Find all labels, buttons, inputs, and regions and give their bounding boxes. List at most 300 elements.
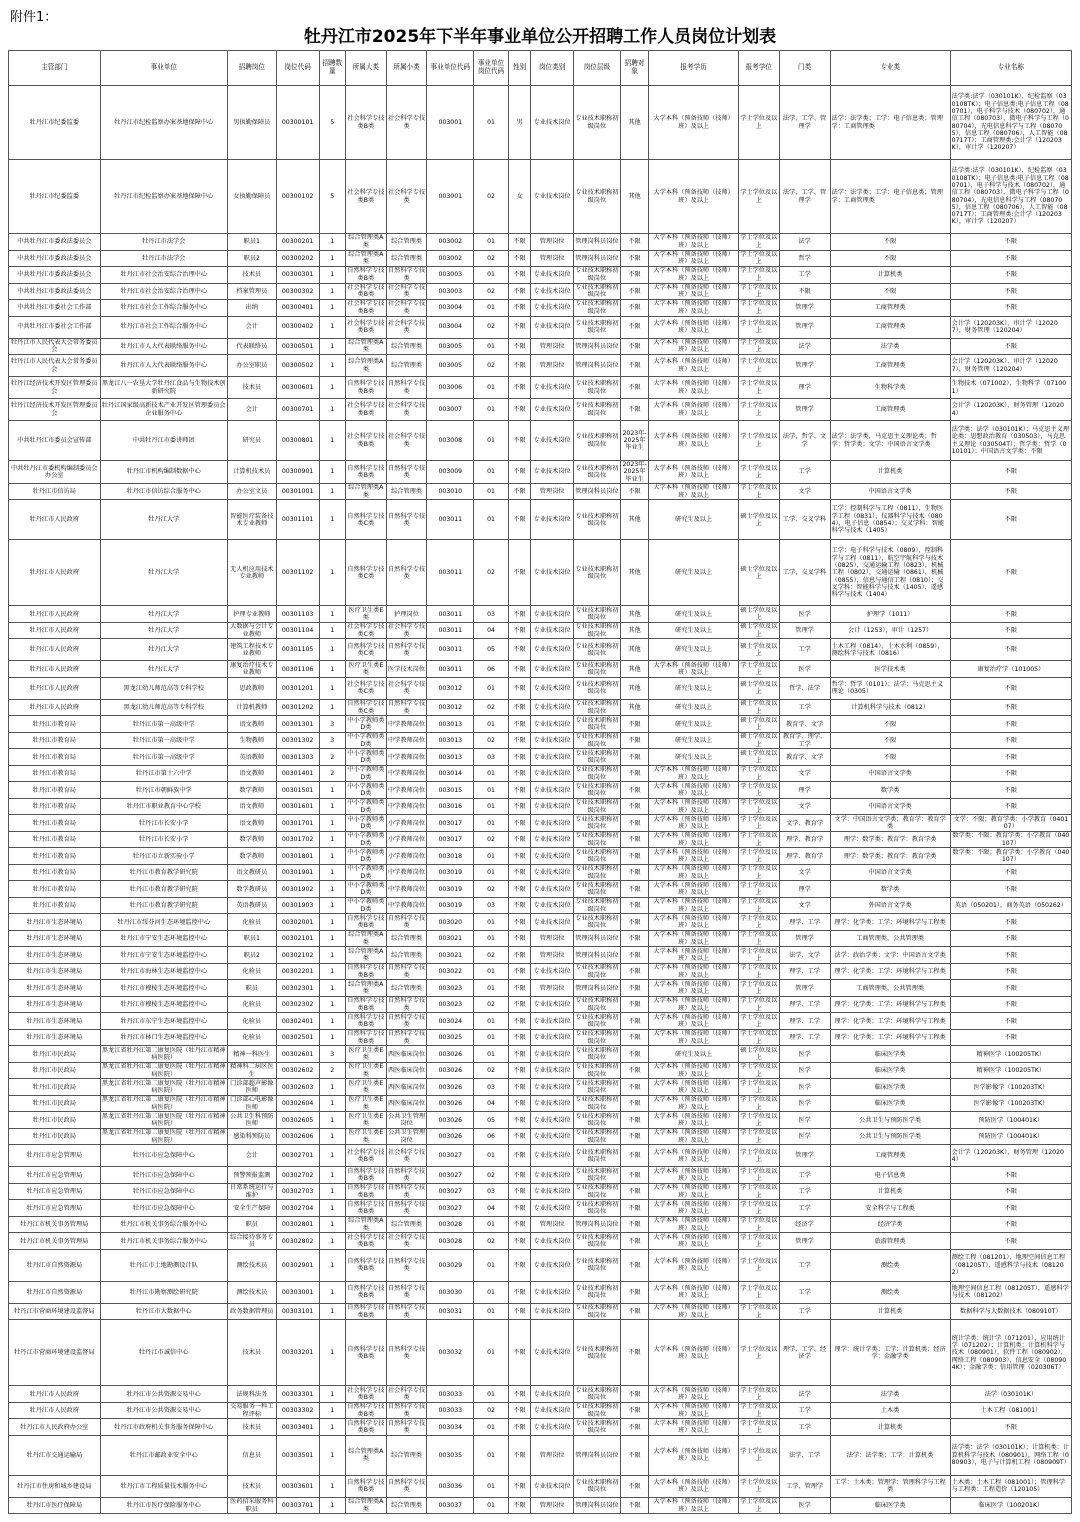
cell-count: 1: [319, 661, 345, 678]
cell-target: 不限: [620, 1029, 649, 1046]
cell-education: 大学本科（预备技师（技师）班）及以上: [649, 355, 739, 377]
table-row: [9, 996, 1072, 1013]
cell-post-code: 00301201: [276, 677, 319, 699]
cell-category: 自然科学专技类B类: [347, 1030, 385, 1045]
cell-dept: 中共牡丹江市委政法委员会: [9, 267, 101, 284]
cell-count: 1: [319, 963, 345, 980]
cell-post-level: 专业技术职称初级岗位: [573, 377, 620, 399]
cell-discipline: 理学、工学: [779, 996, 830, 1013]
cell-post-type: 专业技术岗位: [531, 716, 574, 733]
table-row: [9, 980, 1072, 997]
cell-unit: 牡丹江市公共资源交易中心: [100, 1402, 227, 1419]
cell-unit-code: 003006: [427, 377, 474, 399]
cell-education: 大学本科（预备技师（技师）班）及以上: [649, 980, 739, 997]
cell-unit-post-code: 02: [474, 881, 509, 898]
table-row: [9, 1419, 1072, 1436]
cell-target: 2023年-2025年毕业生: [620, 461, 649, 484]
cell-major-name: 不限: [950, 732, 1071, 749]
cell-post-type: 专业技术岗位: [531, 1013, 574, 1030]
cell-post: 语文教研员: [227, 864, 276, 881]
cell-post: 技术员: [227, 267, 276, 284]
cell-count: 1: [319, 699, 345, 716]
cell-category: 医疗卫生类E类: [345, 1095, 386, 1112]
cell-unit-post-code: 01: [474, 1013, 509, 1030]
cell-education: 大学本科（预备技师（技师）班）及以上: [649, 250, 739, 267]
cell-target: 其他: [620, 86, 649, 160]
cell-gender: 不限: [508, 914, 530, 931]
cell-unit-code: 003030: [427, 1281, 474, 1303]
cell-post-level: 专业技术职称初级岗位: [575, 733, 619, 748]
cell-count: 1: [319, 1145, 345, 1167]
cell-dept: 牡丹江市应急管理局: [9, 1167, 101, 1184]
cell-degree: 学士学位及以上: [738, 86, 779, 160]
cell-post: 测绘技术员: [227, 1249, 276, 1281]
cell-subcategory: 中学教师岗位: [386, 864, 427, 881]
cell-degree: 学士学位及以上: [740, 914, 778, 930]
cell-unit: 中共牡丹江市委讲师团: [100, 421, 227, 461]
cell-subcategory: 社会科学专技类: [387, 1386, 426, 1402]
cell-subcategory: 自然科学专技类: [387, 997, 426, 1012]
cell-major-name: 不限: [950, 622, 1071, 639]
table-row: [9, 1095, 1072, 1112]
cell-degree: 学士学位及以上: [738, 1281, 779, 1303]
cell-major-name: 会计学（120203K），财务管理（120204）: [950, 399, 1071, 421]
cell-degree: 学士学位及以上: [740, 865, 778, 880]
cell-post-code: 00301102: [276, 540, 319, 606]
cell-post-code: 00302301: [276, 980, 319, 997]
cell-unit: 牡丹江市机关事务综合服务中心: [100, 1216, 227, 1233]
cell-degree: 学士学位及以上: [738, 1320, 779, 1386]
header-subcategory: 所属小类: [386, 51, 427, 86]
cell-target: 不限: [620, 1046, 649, 1063]
cell-degree: 学士学位及以上: [738, 421, 779, 461]
cell-target: 不限: [620, 732, 649, 749]
cell-target: 不限: [620, 963, 649, 980]
cell-subcategory: 自然科学专技类: [386, 461, 427, 484]
cell-education: 大学本科（预备技师（技师）班）及以上: [649, 782, 739, 799]
cell-dept: 牡丹江市教育局: [9, 897, 101, 914]
cell-dept: 牡丹江市人民政府: [9, 699, 101, 716]
cell-post: 化验员: [227, 996, 276, 1013]
cell-target: 不限: [620, 1475, 649, 1497]
cell-target: 不限: [620, 782, 649, 799]
table-row: [9, 732, 1072, 749]
cell-count: 2: [319, 765, 345, 782]
cell-post-type: 专业技术岗位: [531, 316, 574, 338]
cell-post: 安全生产保障: [227, 1200, 276, 1217]
cell-unit-post-code: 01: [474, 377, 509, 399]
cell-unit-post-code: 01: [474, 399, 509, 421]
table-row: [9, 677, 1072, 699]
cell-degree: 学士学位及以上: [738, 1249, 779, 1281]
cell-major-class: 法学：法学类；工学：计算机类: [830, 1435, 950, 1475]
cell-count: 1: [319, 1013, 345, 1030]
cell-unit-post-code: 01: [474, 338, 509, 355]
cell-target: 不限: [620, 1233, 649, 1250]
cell-count: 1: [319, 1419, 345, 1436]
cell-unit-code: 003034: [427, 1419, 474, 1436]
cell-target: 不限: [620, 1013, 649, 1030]
cell-discipline: 管理学: [779, 355, 830, 377]
cell-unit-code: 003003: [427, 283, 474, 300]
table-row: [9, 1029, 1072, 1046]
cell-post: 信息员: [227, 1435, 276, 1475]
cell-category: 自然科学专技类B类: [347, 1403, 385, 1418]
cell-post-code: 00302901: [276, 1249, 319, 1281]
cell-major-name: 不限: [950, 300, 1071, 317]
cell-post-code: 00302802: [276, 1233, 319, 1250]
cell-subcategory: 自然科学专技类: [387, 267, 426, 282]
cell-gender: 不限: [508, 483, 530, 500]
cell-major-class: 旅游管理类: [830, 1233, 950, 1250]
cell-subcategory: 中学教师岗位: [386, 716, 427, 733]
cell-target: 不限: [620, 1079, 649, 1096]
cell-discipline: 医学: [779, 1128, 830, 1145]
cell-target: 其他: [620, 622, 649, 639]
table-row: [9, 461, 1072, 484]
cell-unit: 牡丹江市大数据中心: [100, 1303, 227, 1320]
cell-education: 大学本科（预备技师（技师）班）及以上: [649, 765, 739, 782]
header-post-level: 岗位层级: [573, 51, 620, 86]
cell-major-class: 临床医学类: [830, 1095, 950, 1112]
cell-post-level: 管理岗科员岗位: [573, 947, 620, 964]
cell-count: 3: [319, 716, 345, 733]
cell-major-class: 计算机类: [830, 1303, 950, 1320]
cell-gender: 不限: [508, 699, 530, 716]
cell-major-class: 经济学类: [830, 1216, 950, 1233]
cell-education: 大学本科（预备技师（技师）班）及以上: [649, 1200, 739, 1217]
table-row: [9, 831, 1072, 848]
cell-education: 大学本科（预备技师（技师）班）及以上: [649, 897, 739, 914]
cell-subcategory: 综合管理类: [386, 250, 427, 267]
cell-count: 1: [319, 399, 345, 421]
cell-unit: 黑龙江省牡丹江第二康复医院（牡丹江市精神病医院）: [101, 1063, 226, 1078]
cell-post-level: 专业技术职称初级岗位: [573, 1249, 620, 1281]
cell-subcategory: 自然科学专技类: [387, 914, 426, 930]
cell-major-name: 不限: [950, 639, 1071, 661]
cell-unit: 牡丹江市诚信中心: [100, 1320, 227, 1386]
cell-count: 1: [319, 947, 345, 964]
cell-count: 1: [319, 897, 345, 914]
cell-subcategory: 综合管理类: [386, 930, 427, 947]
cell-major-class: 公共卫生与预防医学类: [830, 1112, 950, 1129]
cell-major-class: 数学类: [830, 881, 950, 898]
cell-post: 化验员: [227, 1029, 276, 1046]
cell-target: 其他: [620, 500, 649, 540]
cell-discipline: 理学: [779, 782, 830, 799]
cell-subcategory: 小学教师岗位: [386, 815, 427, 832]
cell-post: 男执勤保障员: [227, 86, 276, 160]
cell-degree: 学士学位及以上: [738, 355, 779, 377]
cell-discipline: 工学: [779, 699, 830, 716]
cell-education: 研究生及以上: [649, 500, 739, 540]
cell-post-level: 专业技术职称初级岗位: [575, 716, 619, 732]
cell-category: 自然科学专技类B类: [347, 1184, 385, 1199]
cell-unit: 牡丹江大学: [100, 606, 227, 623]
cell-discipline: 法学: [779, 234, 830, 251]
cell-unit-post-code: 01: [474, 500, 509, 540]
cell-target: 不限: [620, 1216, 649, 1233]
cell-gender: 不限: [508, 1475, 530, 1497]
cell-post-level: 专业技术职称初级岗位: [575, 1419, 619, 1435]
cell-post: 日常系统运行与维护: [227, 1183, 276, 1200]
cell-post-level: 专业技术职称初级岗位: [573, 677, 620, 699]
cell-unit: 牡丹江市穆棱生态环境监控中心: [100, 996, 227, 1013]
cell-unit-post-code: 01: [474, 864, 509, 881]
cell-education: 大学本科（预备技师（技师）班）及以上: [649, 1013, 739, 1030]
cell-post-code: 00300102: [276, 160, 319, 234]
cell-post-code: 00303401: [276, 1419, 319, 1436]
cell-education: 大学本科（预备技师（技师）班）及以上: [649, 881, 739, 898]
cell-unit-code: 003011: [427, 540, 474, 606]
table-row: [9, 283, 1072, 300]
cell-discipline: 理学: [779, 377, 830, 399]
cell-post-code: 00302703: [276, 1183, 319, 1200]
cell-dept: 牡丹江市民政局: [9, 1095, 101, 1112]
table-row: [9, 1128, 1072, 1145]
cell-degree: 硕士学位及以上: [738, 540, 779, 606]
cell-degree: 学士学位及以上: [740, 484, 778, 499]
table-row: [9, 1497, 1072, 1514]
cell-post-code: 00300502: [276, 355, 319, 377]
cell-unit-post-code: 03: [474, 606, 509, 623]
cell-unit: 黑龙江省牡丹江第二康复医院（牡丹江市精神病医院）: [101, 1096, 226, 1111]
cell-category: 中小学教师类D类: [347, 782, 385, 798]
cell-education: 大学本科（预备技师（技师）班）及以上: [649, 483, 739, 500]
cell-category: 综合管理类A类: [345, 234, 386, 251]
cell-unit-code: 003033: [427, 1386, 474, 1403]
cell-count: 1: [319, 914, 345, 931]
cell-category: 社会科学专技类C类: [345, 677, 386, 699]
table-row: [9, 234, 1072, 251]
cell-category: 中小学教师类D类: [347, 865, 385, 880]
cell-post-code: 00302702: [276, 1167, 319, 1184]
cell-unit-post-code: 01: [474, 1249, 509, 1281]
cell-unit: 牡丹江市纪检监察办案基地保障中心: [100, 86, 227, 160]
cell-discipline: 文学: [779, 897, 830, 914]
cell-count: 1: [319, 540, 345, 606]
cell-major-name: 不限: [950, 798, 1071, 815]
cell-discipline: 教育学、理学、工学: [779, 732, 830, 749]
cell-unit-post-code: 01: [474, 1303, 509, 1320]
cell-count: 1: [319, 483, 345, 500]
cell-degree: 学士学位及以上: [740, 832, 778, 847]
cell-category: 自然科学专技类B类: [345, 1281, 386, 1303]
cell-post-type: 管理岗位: [531, 250, 574, 267]
header-unit: 事业单位: [100, 51, 227, 86]
cell-major-name: 测绘工程（081201），地理空间信息工程（081205T），遥感科学与技术（081202）: [950, 1249, 1071, 1281]
cell-unit: 牡丹江市信访综合服务中心: [100, 483, 227, 500]
cell-major-name: 不限: [950, 996, 1071, 1013]
cell-degree: 硕士学位及以上: [740, 749, 778, 765]
cell-discipline: 医学: [779, 1095, 830, 1112]
cell-gender: 不限: [508, 980, 530, 997]
cell-target: 不限: [620, 1435, 649, 1475]
cell-post-type: 专业技术岗位: [531, 377, 574, 399]
cell-unit-post-code: 01: [474, 421, 509, 461]
cell-category: 社会科学专技类B类: [345, 399, 386, 421]
cell-dept: 中共牡丹江市委社会工作部: [9, 300, 101, 317]
cell-subcategory: 中学教师岗位: [386, 798, 427, 815]
cell-post-code: 00301106: [276, 661, 319, 678]
cell-degree: 学士学位及以上: [738, 461, 779, 484]
cell-unit-code: 003022: [427, 963, 474, 980]
cell-degree: 学士学位及以上: [740, 1200, 778, 1216]
cell-major-class: 理学：化学类；工学：环境科学与工程类: [830, 996, 950, 1013]
cell-category: 自然科学专技类B类: [347, 914, 385, 930]
cell-discipline: 工学: [779, 1249, 830, 1281]
cell-target: 不限: [620, 1167, 649, 1184]
cell-post-level: 专业技术职称初级岗位: [575, 749, 619, 765]
cell-major-class: 工学：电子科学与技术（0809），控制科学与工程（0811），航空宇航科学与技术（0825），交通运输工程（0823），机械工程（0802），交通运输（0861），机械（0855），信息与通信工程（0810）；交叉学科：智能科学与技术（1405），遥感科学与技术（1404）: [830, 540, 950, 606]
cell-post: 技术员: [227, 1320, 276, 1386]
cell-category: 社会科学专技类B类: [347, 283, 385, 299]
cell-major-name: 法学类：法学（030101K）；马克思主义理论类：思想政治教育（030503），马克思主义理论（030504T）；哲学类：哲学（010101）；中国语言文学类：不限: [950, 421, 1071, 461]
cell-unit-post-code: 01: [474, 930, 509, 947]
cell-post-level: 专业技术职称初级岗位: [575, 1403, 619, 1418]
cell-education: 研究生及以上: [649, 699, 739, 716]
cell-unit: 牡丹江市人大代表联络服务中心: [100, 355, 227, 377]
cell-post-code: 00301103: [276, 606, 319, 623]
header-gender: 性别: [508, 51, 530, 86]
cell-subcategory: 中学教师岗位: [386, 732, 427, 749]
cell-discipline: 管理学: [779, 399, 830, 421]
cell-dept: 牡丹江市营商环境建设监督局: [9, 1303, 101, 1320]
cell-dept: 牡丹江市人民政府: [9, 606, 101, 623]
cell-category: 自然科学专技类B类: [347, 964, 385, 979]
cell-major-name: 土木类：土木工程（081001）；管理科学与工程类：工程造价（120105）: [950, 1475, 1071, 1497]
cell-major-class: 法学类: [830, 1386, 950, 1403]
cell-major-name: 数据科学与大数据技术（080910T）: [950, 1303, 1071, 1320]
cell-subcategory: 社会科学专技类: [386, 1145, 427, 1167]
table-row: [9, 1249, 1072, 1281]
cell-count: 1: [319, 234, 345, 251]
table-row: [9, 399, 1072, 421]
cell-unit-post-code: 04: [474, 1200, 509, 1217]
cell-gender: 不限: [508, 1062, 530, 1079]
cell-unit-post-code: 01: [474, 1435, 509, 1475]
cell-degree: 学士学位及以上: [740, 997, 778, 1012]
cell-major-name: 不限: [950, 606, 1071, 623]
cell-target: 不限: [620, 716, 649, 733]
cell-major-name: 法学类:法学（030101K），纪检监察（030108TK）；电子信息类:电子信息工程（080701），电子科学与技术（080702），通信工程（080703），微电子科学与工程（080704），光电信息科学与工程（080705），信息工程（080706），人工智能（080717T）；工商管理类:会计学（120203K），审计学（120207）: [950, 86, 1071, 160]
cell-post: 数学教研员: [227, 881, 276, 898]
cell-major-name: 预防医学（100401K）: [950, 1128, 1071, 1145]
cell-major-name: 土木工程（081001）: [950, 1402, 1071, 1419]
cell-count: 1: [319, 421, 345, 461]
cell-unit-code: 003026: [427, 1079, 474, 1096]
cell-education: 研究生及以上: [649, 1046, 739, 1063]
cell-post-level: 专业技术职称初级岗位: [575, 1129, 619, 1144]
cell-degree: 学士学位及以上: [740, 931, 778, 946]
table-row: [9, 1200, 1072, 1217]
cell-post-level: 专业技术职称初级岗位: [575, 1063, 619, 1078]
cell-discipline: 文学: [779, 864, 830, 881]
cell-education: 大学本科（预备技师（技师）班）及以上: [649, 1145, 739, 1167]
cell-education: 研究生及以上: [649, 606, 739, 623]
cell-unit-code: 003027: [427, 1145, 474, 1167]
cell-post-level: 管理岗科员岗位: [573, 930, 620, 947]
cell-discipline: 医学: [779, 1112, 830, 1129]
cell-unit-post-code: 02: [474, 831, 509, 848]
cell-post: 办公室文员: [227, 483, 276, 500]
cell-post-type: 专业技术岗位: [531, 1167, 574, 1184]
cell-gender: 不限: [508, 815, 530, 832]
cell-major-name: 不限: [950, 716, 1071, 733]
cell-unit-code: 003017: [427, 831, 474, 848]
cell-post-code: 00300601: [276, 377, 319, 399]
cell-discipline: 工学: [779, 1402, 830, 1419]
cell-gender: 不限: [508, 540, 530, 606]
cell-unit-code: 003026: [427, 1062, 474, 1079]
cell-dept: 牡丹江经济技术开发区管理委员会: [9, 377, 101, 399]
cell-major-class: 计算机类: [830, 1183, 950, 1200]
cell-discipline: 哲学: [779, 250, 830, 267]
cell-discipline: 医学: [779, 1497, 830, 1514]
cell-discipline: 工学、交叉学科: [779, 540, 830, 606]
cell-unit-code: 003010: [427, 483, 474, 500]
cell-unit: 牡丹江市东宁生态环境监控中心: [100, 1013, 227, 1030]
cell-count: 1: [319, 1112, 345, 1129]
cell-major-name: 统计学类：统计学（071201），应用统计学（071202）；计算机类：计算机科学与技术（080901），软件工程（080902），网络工程（080903），信息安全（080904K）；金融学类：信用管理（020306T）: [950, 1320, 1071, 1386]
cell-education: 大学本科（预备技师（技师）班）及以上: [649, 461, 739, 484]
cell-target: 不限: [620, 399, 649, 421]
cell-post-type: 专业技术岗位: [531, 461, 574, 484]
cell-education: 大学本科（预备技师（技师）班）及以上: [649, 300, 739, 317]
table-row: [9, 1145, 1072, 1167]
cell-count: 5: [319, 160, 345, 234]
cell-post: 感染科预防员: [227, 1128, 276, 1145]
cell-post: 职员2: [227, 250, 276, 267]
cell-major-name: 会计学（120203K），财务管理（120204）: [950, 1145, 1071, 1167]
cell-post: 英语教研员: [227, 897, 276, 914]
cell-gender: 不限: [508, 421, 530, 461]
cell-degree: 学士学位及以上: [740, 1217, 778, 1232]
cell-education: 大学本科（预备技师（技师）班）及以上: [649, 1216, 739, 1233]
cell-category: 中小学教师类D类: [347, 848, 385, 864]
cell-target: 不限: [620, 996, 649, 1013]
table-row: [9, 1475, 1072, 1497]
cell-unit: 黑龙江省牡丹江第二康复医院（牡丹江市精神病医院）: [101, 1079, 226, 1095]
cell-post-code: 00300201: [276, 234, 319, 251]
cell-category: 自然科学专技类B类: [345, 1249, 386, 1281]
cell-unit: 牡丹江市人大代表联络服务中心: [100, 338, 227, 355]
cell-degree: 硕士学位及以上: [738, 639, 779, 661]
cell-target: 不限: [620, 765, 649, 782]
cell-category: 中小学教师类D类: [347, 832, 385, 847]
cell-post: 语文教师: [227, 815, 276, 832]
cell-gender: 不限: [508, 677, 530, 699]
cell-major-name: 会计学（120203K），审计学（120207），财务管理（120204）: [950, 316, 1071, 338]
cell-major-class: 计算机类: [830, 267, 950, 284]
cell-degree: 学士学位及以上: [740, 1112, 778, 1128]
table-row: [9, 798, 1072, 815]
cell-major-name: 不限: [950, 980, 1071, 997]
cell-gender: 不限: [508, 963, 530, 980]
cell-post-level: 专业技术职称初级岗位: [575, 1046, 619, 1062]
cell-post-code: 00301501: [276, 782, 319, 799]
cell-major-name: 不限: [950, 1029, 1071, 1046]
cell-unit-post-code: 02: [474, 160, 509, 234]
cell-count: 1: [319, 267, 345, 284]
cell-unit-code: 003024: [427, 1013, 474, 1030]
cell-category: 自然科学专技类B类: [345, 461, 386, 484]
cell-unit-code: 003019: [427, 881, 474, 898]
cell-subcategory: 自然科学专技类: [386, 1320, 427, 1386]
cell-post-type: 专业技术岗位: [531, 831, 574, 848]
cell-unit-code: 003009: [427, 461, 474, 484]
cell-major-class: 外国语言文学类: [830, 897, 950, 914]
